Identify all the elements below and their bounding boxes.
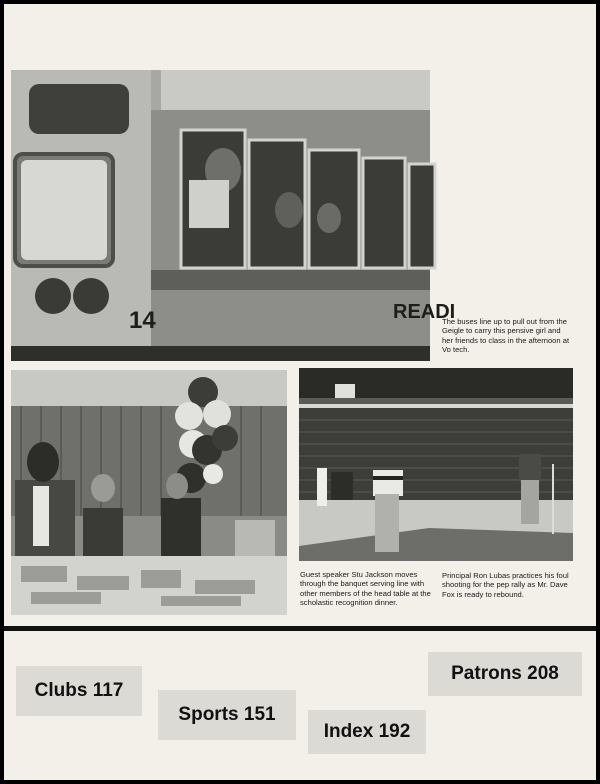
gym-caption: Principal Ron Lubas practices his foul shooting for the pep rally as Mr. Dave Fox is ready to rebound. [442,571,569,599]
bus-photo [11,70,456,361]
banquet-caption: Guest speaker Stu Jackson moves through the banquet serving line with other members of the head table at the scholastic recognition dinner. [300,570,431,608]
yearbook-page [4,4,596,780]
gym-photo [299,368,573,561]
page-divider [4,626,596,631]
index-index: Index 192 [308,710,426,754]
bus-sign: READI [393,301,456,323]
banquet-photo [11,370,287,615]
sports-index: Sports 151 [158,690,296,740]
patrons-index: Patrons 208 [428,652,582,696]
bus-number: 14 [129,307,156,334]
bus-caption: The buses line up to pull out from the Geigle to carry this pensive girl and her friends to class in the afternoon at Vo tech. [442,317,570,355]
clubs-index: Clubs 117 [16,666,142,716]
